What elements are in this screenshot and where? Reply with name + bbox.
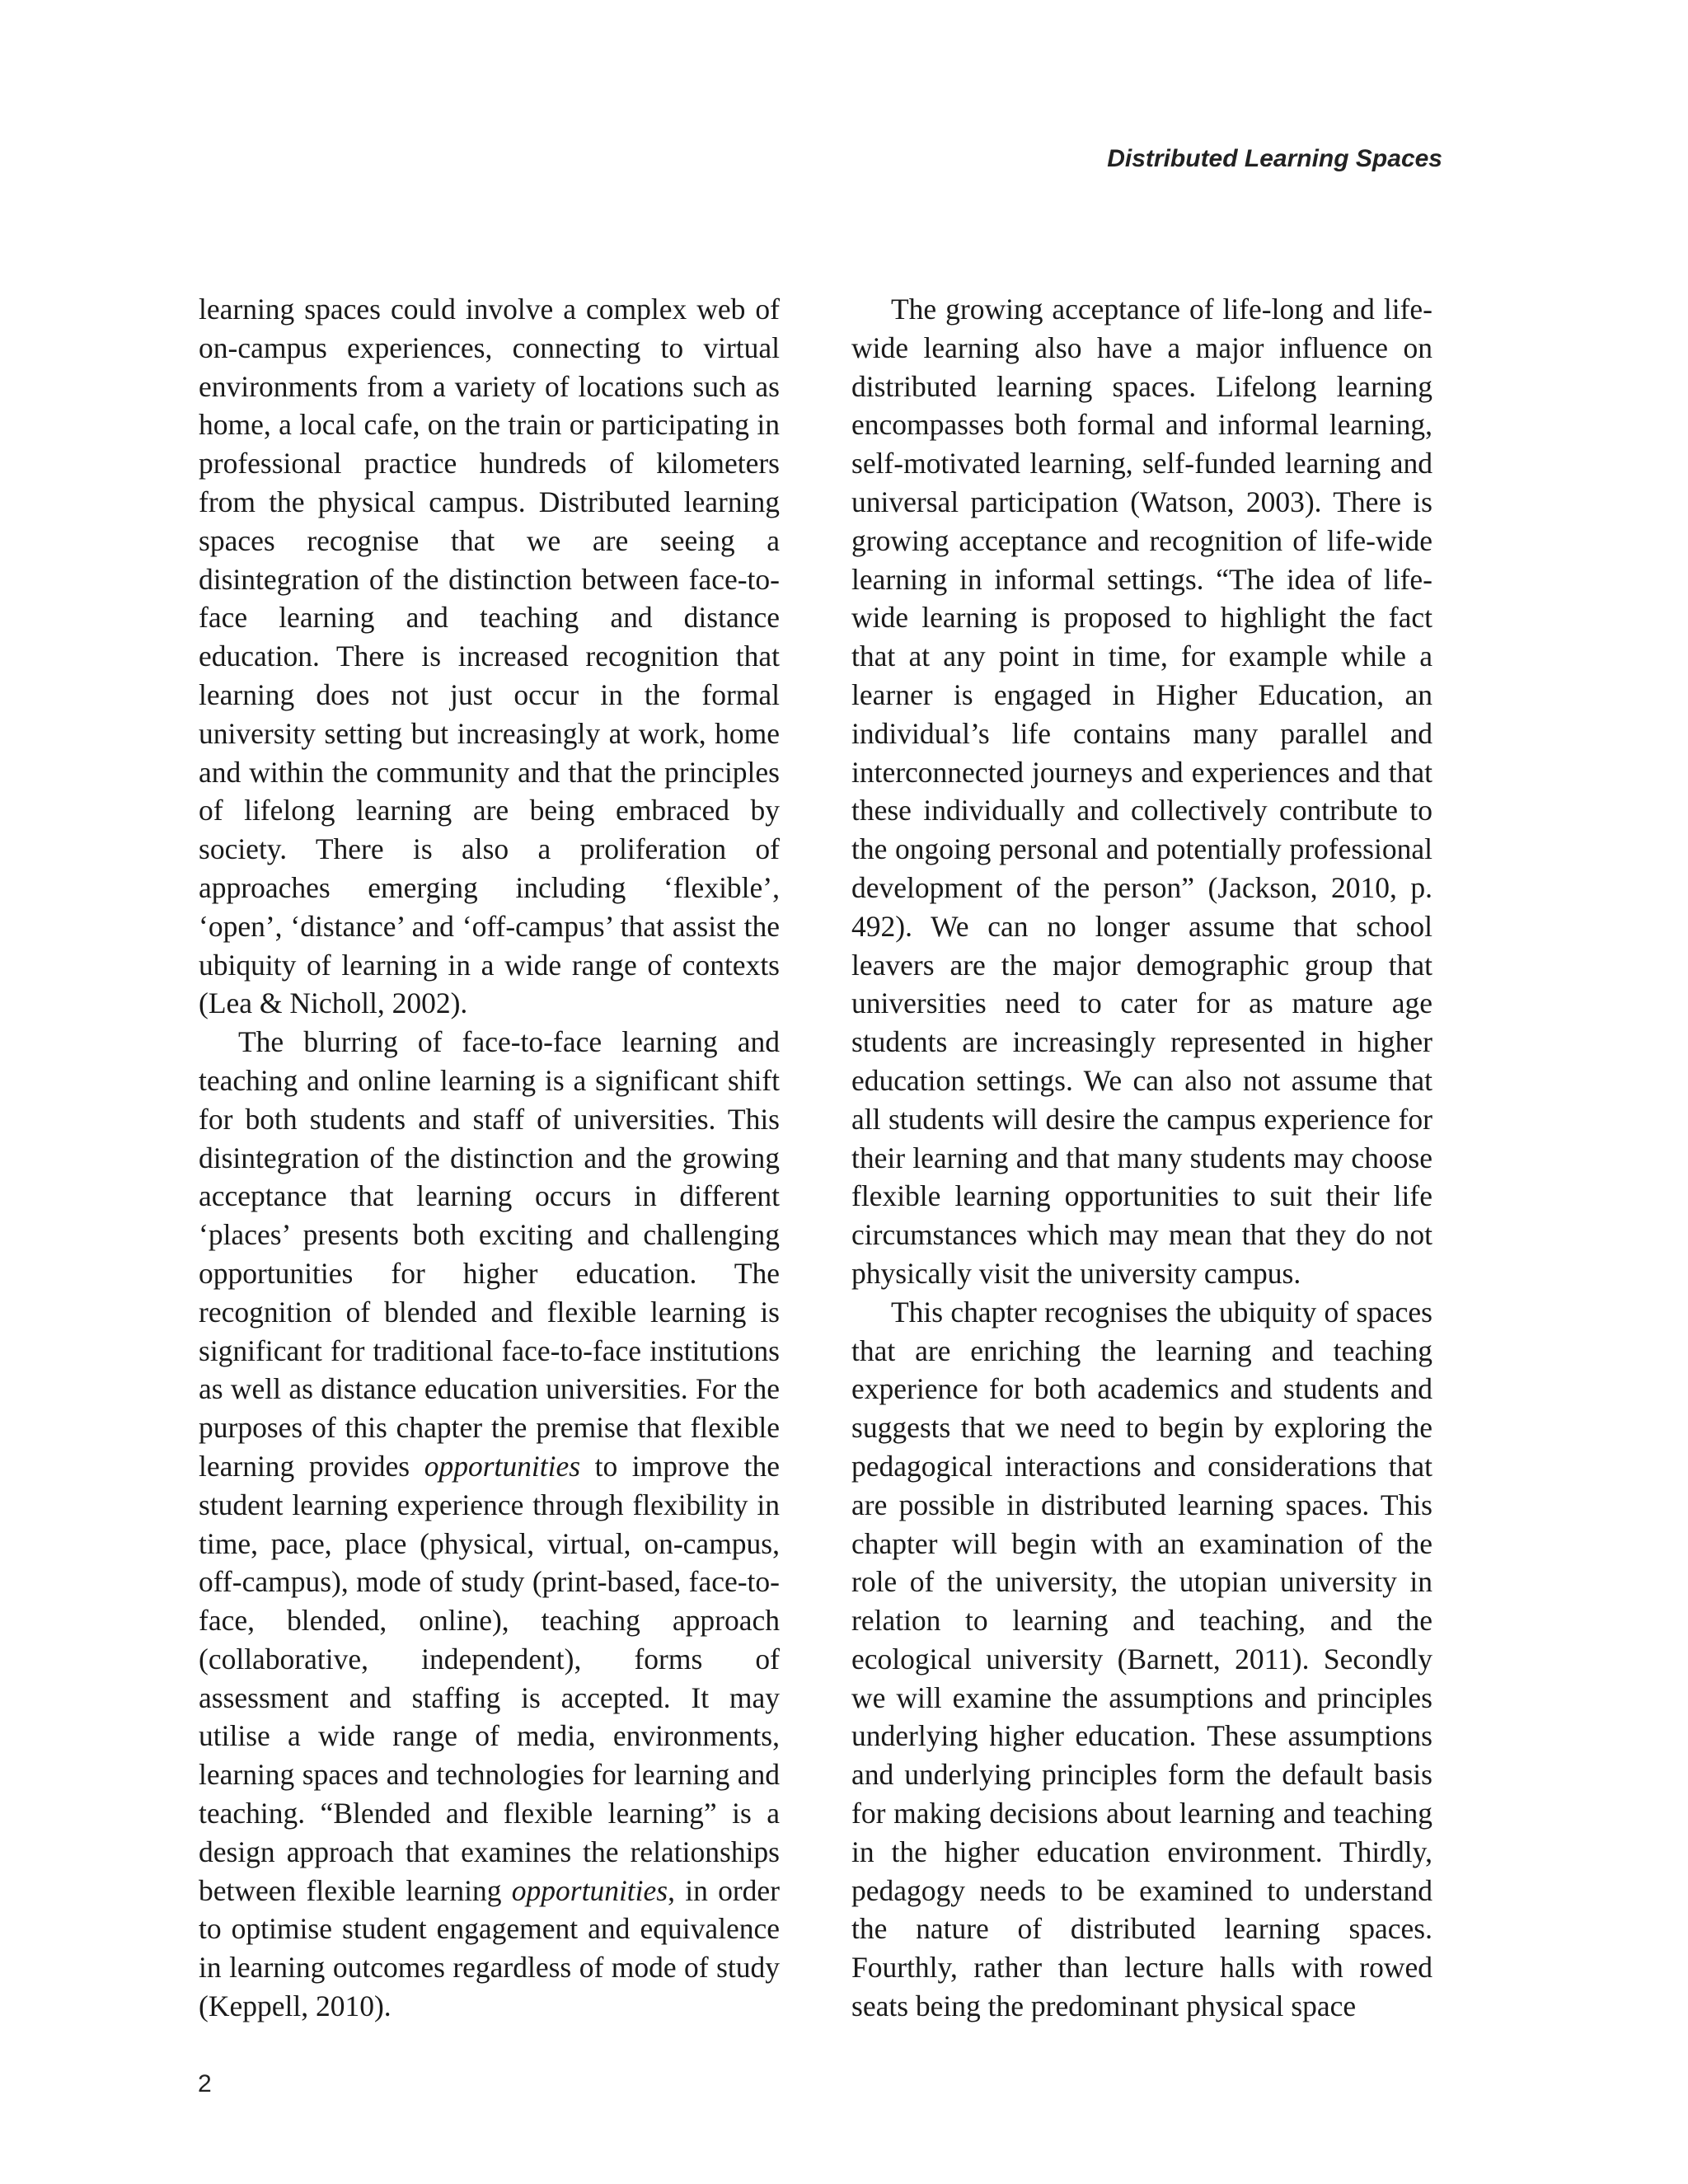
- left-paragraph-2: [199, 1023, 780, 2026]
- emphasis-opportunities-2: opportunities: [511, 1873, 668, 1907]
- running-header: Distributed Learning Spaces: [1107, 145, 1442, 172]
- left-paragraph-2-text-b: to improve the student learning experience through flexibility in time, pace, place (physical, virtual, on-campus, off-campus), mode of study (print-based, face-to-face, blended, online), teaching approach (collaborative, independent), forms of assessment and staffing is accepted. It may utilise a wide range of media, environments, learning spaces and technologies for learning and teaching. “Blended and flexible learning” is a design approach that examines the relationships between flexible learning: [199, 1449, 780, 1907]
- page-number: 2: [198, 2070, 212, 2097]
- left-paragraph-2-text-a: The blurring of face-to-face learning and teaching and online learning is a significant shift for both students and staff of universities. This disintegration of the distinction and the growing acceptance that learning occurs in different ‘places’ presents both exciting and challenging opportunities for higher education. The recognition of blended and flexible learning is significant for traditional face-to-face institutions as well as distance education universities. For the purposes of this chapter the premise that flexible learning provides: [199, 1025, 780, 1483]
- right-paragraph-2: This chapter recognises the ubiquity of spaces that are enriching the learning and teaching experience for both academics and students and suggests that we need to begin by exploring the pedagogical interactions and considerations that are possible in distributed learning spaces. This chapter will begin with an examination of the role of the university, the utopian university in relation to learning and teaching, and the ecological university (Barnett, 2011). Secondly we will examine the assumptions and principles underlying higher education. These assumptions and underlying principles form the default basis for making decisions about learning and teaching in the higher education environment. Thirdly, pedagogy needs to be examined to understand the nature of distributed learning spaces. Fourthly, rather than lecture halls with rowed seats being the predominant physical space: [851, 1295, 1432, 2023]
- left-column: [199, 290, 780, 2026]
- left-paragraph-2-text-c: , in order to optimise student engagement and equivalence in learning outcomes regardless of mode of study (Keppell, 2010).: [199, 1873, 780, 2023]
- emphasis-opportunities-1: opportunities: [424, 1449, 581, 1483]
- left-paragraph-1: learning spaces could involve a complex web of on-campus experiences, connecting to virtual environments from a variety of locations such as home, a local cafe, on the train or participating in professional practice hundreds of kilometers from the physical campus. Distributed learning spaces recognise that we are seeing a disintegration of the distinction between face-to-face learning and teaching and distance education. There is increased recognition that learning does not just occur in the formal university setting but increasingly at work, home and within the community and that the principles of lifelong learning are being embraced by society. There is also a proliferation of approaches emerging including ‘flexible’, ‘open’, ‘distance’ and ‘off-campus’ that assist the ubiquity of learning in a wide range of contexts (Lea & Nicholl, 2002).: [199, 293, 780, 1020]
- right-paragraph-1: The growing acceptance of life-long and life-wide learning also have a major influence on distributed learning spaces. Lifelong learning encompasses both formal and informal learning, self-motivated learning, self-funded learning and universal participation (Watson, 2003). There is growing acceptance and recognition of life-wide learning in informal settings. “The idea of life-wide learning is proposed to highlight the fact that at any point in time, for example while a learner is engaged in Higher Education, an individual’s life contains many parallel and interconnected journeys and experiences and that these individually and collectively contribute to the ongoing personal and potentially professional development of the person” (Jackson, 2010, p. 492). We can no longer assume that school leavers are the major demographic group that universities need to cater for as mature age students are increasingly represented in higher education settings. We can also not assume that all students will desire the campus experience for their learning and that many students may choose flexible learning opportunities to suit their life circumstances which may mean that they do not physically visit the university campus.: [851, 293, 1432, 1290]
- right-column: [851, 290, 1432, 2026]
